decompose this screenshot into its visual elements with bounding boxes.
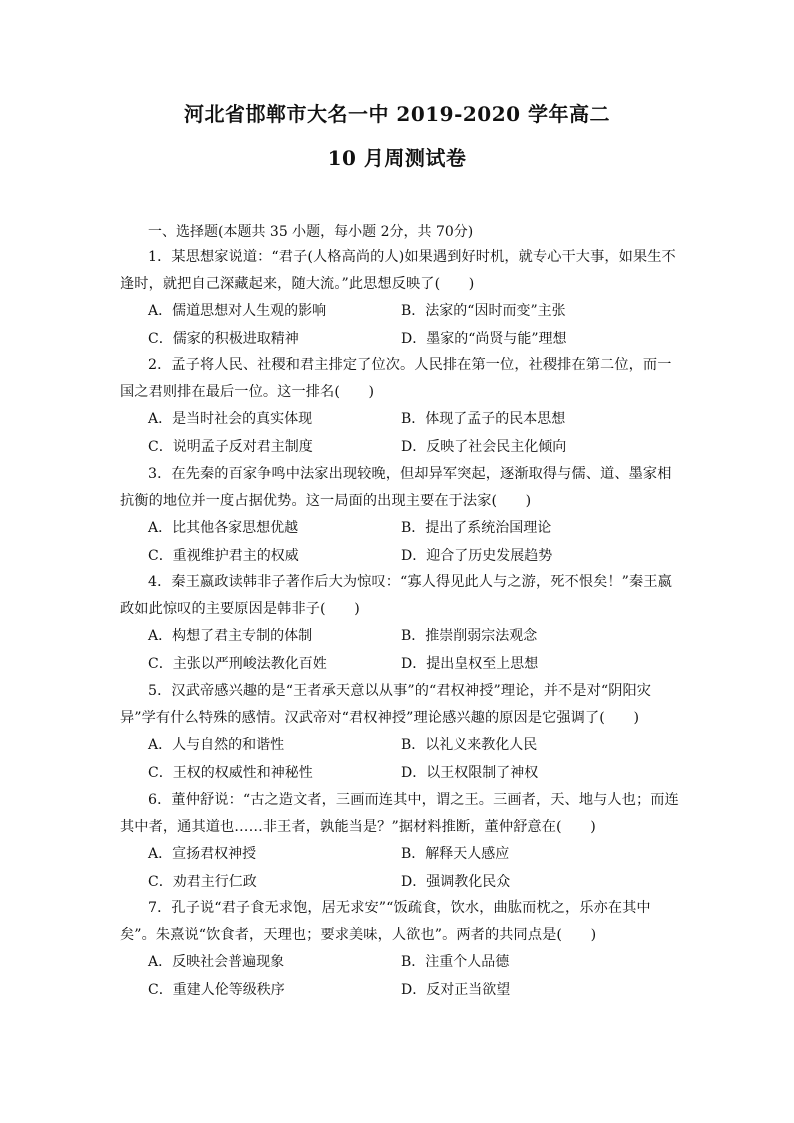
question-stem: 6．董仲舒说：“古之造文者，三画而连其中，谓之王。三画者，天、地与人也；而连其中者，通其道也……非王者，孰能当是？”据材料推断，董仲舒意在( ) bbox=[120, 792, 679, 835]
question-stem: 2．孟子将人民、社稷和君主排定了位次。人民排在第一位，社稷排在第二位，而一国之君则排在最后一位。这一排名( ) bbox=[120, 357, 672, 400]
option-c: C．说明孟子反对君主制度 bbox=[148, 439, 313, 455]
exam-subtitle: 10 月周测试卷 bbox=[327, 146, 467, 170]
option-d: D．反映了社会民主化倾向 bbox=[401, 439, 567, 455]
option-a: A．比其他各家思想优越 bbox=[148, 520, 299, 536]
option-d: D．提出皇权至上思想 bbox=[401, 656, 539, 672]
option-b: B．推崇削弱宗法观念 bbox=[401, 628, 538, 644]
section-heading: 一、选择题(本题共 35 小题，每小题 2分，共 70分) bbox=[148, 224, 474, 240]
option-a: A．构想了君主专制的体制 bbox=[148, 628, 313, 644]
option-a: A．是当时社会的真实体现 bbox=[148, 411, 313, 427]
option-d: D．以王权限制了神权 bbox=[401, 765, 539, 781]
option-a: A．儒道思想对人生观的影响 bbox=[148, 303, 327, 319]
option-c: C．儒家的积极进取精神 bbox=[148, 331, 299, 347]
option-b: B．体现了孟子的民本思想 bbox=[401, 411, 566, 427]
option-c: C．重建人伦等级秩序 bbox=[148, 982, 285, 998]
option-b: B．提出了系统治国理论 bbox=[401, 520, 552, 536]
question-stem: 7．孔子说“君子食无求饱，居无求安”“饭疏食，饮水，曲肱而枕之，乐亦在其中矣”。朱熹说“饮食者，天理也；要求美味，人欲也”。两者的共同点是( ) bbox=[120, 900, 651, 943]
option-d: D．墨家的“尚贤与能”理想 bbox=[401, 331, 567, 347]
question-stem: 1．某思想家说道：“君子(人格高尚的人)如果遇到好时机，就专心干大事，如果生不逢时，就把自己深藏起来，随大流。”此思想反映了( ) bbox=[120, 249, 676, 292]
option-b: B．法家的“因时而变”主张 bbox=[401, 303, 566, 319]
option-b: B．注重个人品德 bbox=[401, 954, 510, 970]
option-c: C．劝君主行仁政 bbox=[148, 874, 257, 890]
option-d: D．迎合了历史发展趋势 bbox=[401, 548, 553, 564]
question-stem: 5．汉武帝感兴趣的是“王者承天意以从事”的“君权神授”理论，并不是对“阴阳灾异”学有什么特殊的感情。汉武帝对“君权神授”理论感兴趣的原因是它强调了( ) bbox=[120, 683, 652, 726]
question-stem: 3．在先秦的百家争鸣中法家出现较晚，但却异军突起，逐渐取得与儒、道、墨家相抗衡的地位并一度占据优势。这一局面的出现主要在于法家( ) bbox=[120, 466, 672, 509]
option-c: C．王权的权威性和神秘性 bbox=[148, 765, 313, 781]
option-b: B．解释天人感应 bbox=[401, 846, 510, 862]
question-stem: 4．秦王嬴政读韩非子著作后大为惊叹：“寡人得见此人与之游，死不恨矣！”秦王嬴政如此惊叹的主要原因是韩非子( ) bbox=[120, 574, 672, 617]
option-c: C．重视维护君主的权威 bbox=[148, 548, 299, 564]
option-a: A．宣扬君权神授 bbox=[148, 846, 257, 862]
option-c: C．主张以严刑峻法教化百姓 bbox=[148, 656, 327, 672]
option-d: D．强调教化民众 bbox=[401, 874, 511, 890]
exam-title: 河北省邯郸市大名一中 2019-2020 学年高二 bbox=[183, 102, 611, 126]
option-b: B．以礼义来教化人民 bbox=[401, 737, 538, 753]
option-a: A．反映社会普遍现象 bbox=[148, 954, 285, 970]
option-d: D．反对正当欲望 bbox=[401, 982, 511, 998]
option-a: A．人与自然的和谐性 bbox=[148, 737, 285, 753]
